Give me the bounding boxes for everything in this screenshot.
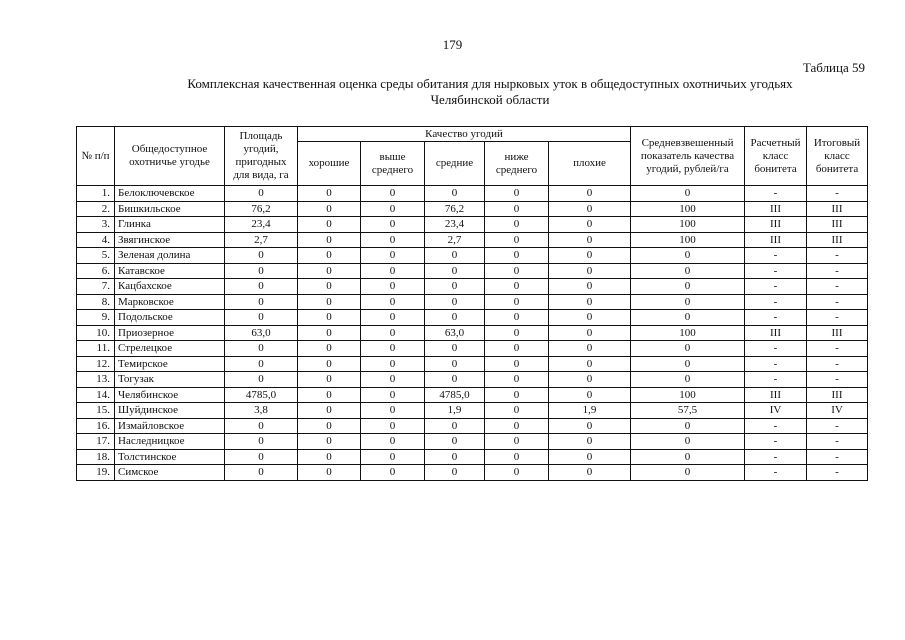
quality-above-value: 0: [361, 341, 425, 357]
quality-good-value: 0: [298, 403, 361, 419]
table-row: [77, 325, 868, 341]
hunting-ground-name: Кацбахское: [115, 279, 225, 295]
table-row: [77, 449, 868, 465]
quality-good-value: 0: [298, 356, 361, 372]
header-name: Общедоступное охотничье угодье: [115, 127, 225, 186]
quality-assessment-table: [76, 126, 868, 481]
quality-mid-value: 2,7: [425, 232, 485, 248]
quality-good-value: 0: [298, 325, 361, 341]
calc-class-value: III: [745, 217, 807, 233]
quality-mid-value: 0: [425, 294, 485, 310]
calc-class-value: -: [745, 449, 807, 465]
quality-below-value: 0: [485, 418, 549, 434]
quality-good-value: 0: [298, 279, 361, 295]
hunting-ground-name: Стрелецкое: [115, 341, 225, 357]
calc-class-value: -: [745, 418, 807, 434]
table-label: Таблица 59: [802, 60, 865, 75]
weighted-index-value: 0: [631, 356, 745, 372]
weighted-index-value: 100: [631, 232, 745, 248]
weighted-index-value: 0: [631, 279, 745, 295]
quality-above-value: 0: [361, 201, 425, 217]
final-class-value: -: [807, 341, 868, 357]
final-class-value: -: [807, 263, 868, 279]
final-class-value: III: [807, 201, 868, 217]
row-number: 16.: [77, 418, 115, 434]
quality-good-value: 0: [298, 418, 361, 434]
quality-below-value: 0: [485, 294, 549, 310]
row-number: 4.: [77, 232, 115, 248]
area-value: 0: [225, 434, 298, 450]
quality-good-value: 0: [298, 372, 361, 388]
quality-below-value: 0: [485, 279, 549, 295]
weighted-index-value: 57,5: [631, 403, 745, 419]
quality-below-value: 0: [485, 387, 549, 403]
quality-above-value: 0: [361, 294, 425, 310]
quality-below-value: 0: [485, 434, 549, 450]
table-body: [77, 186, 868, 481]
area-value: 0: [225, 279, 298, 295]
quality-mid-value: 76,2: [425, 201, 485, 217]
header-quality-good: хорошие: [298, 142, 361, 186]
row-number: 17.: [77, 434, 115, 450]
header-num: № п/п: [77, 127, 115, 186]
weighted-index-value: 0: [631, 263, 745, 279]
quality-above-value: 0: [361, 465, 425, 481]
calc-class-value: -: [745, 186, 807, 202]
quality-mid-value: 0: [425, 449, 485, 465]
area-value: 4785,0: [225, 387, 298, 403]
hunting-ground-name: Шуйдинское: [115, 403, 225, 419]
table-row: [77, 403, 868, 419]
hunting-ground-name: Зеленая долина: [115, 248, 225, 264]
hunting-ground-name: Челябинское: [115, 387, 225, 403]
quality-above-value: 0: [361, 434, 425, 450]
quality-bad-value: 0: [549, 217, 631, 233]
weighted-index-value: 0: [631, 248, 745, 264]
table-row: [77, 434, 868, 450]
quality-good-value: 0: [298, 263, 361, 279]
quality-bad-value: 0: [549, 372, 631, 388]
area-value: 63,0: [225, 325, 298, 341]
header-quality-below: ниже среднего: [485, 142, 549, 186]
quality-below-value: 0: [485, 186, 549, 202]
final-class-value: -: [807, 356, 868, 372]
final-class-value: -: [807, 248, 868, 264]
area-value: 23,4: [225, 217, 298, 233]
row-number: 13.: [77, 372, 115, 388]
hunting-ground-name: Глинка: [115, 217, 225, 233]
row-number: 14.: [77, 387, 115, 403]
quality-good-value: 0: [298, 217, 361, 233]
quality-bad-value: 0: [549, 294, 631, 310]
quality-above-value: 0: [361, 325, 425, 341]
area-value: 3,8: [225, 403, 298, 419]
calc-class-value: -: [745, 372, 807, 388]
hunting-ground-name: Катавское: [115, 263, 225, 279]
area-value: 0: [225, 310, 298, 326]
calc-class-value: III: [745, 201, 807, 217]
row-number: 1.: [77, 186, 115, 202]
quality-above-value: 0: [361, 279, 425, 295]
table-row: [77, 217, 868, 233]
header-quality-bad: плохие: [549, 142, 631, 186]
calc-class-value: -: [745, 465, 807, 481]
weighted-index-value: 0: [631, 465, 745, 481]
calc-class-value: III: [745, 325, 807, 341]
header-weighted: Средневзвешенный показатель качества угодий, рублей/га: [631, 127, 745, 186]
calc-class-value: -: [745, 263, 807, 279]
final-class-value: -: [807, 372, 868, 388]
row-number: 2.: [77, 201, 115, 217]
table-row: [77, 248, 868, 264]
quality-mid-value: 63,0: [425, 325, 485, 341]
area-value: 0: [225, 465, 298, 481]
table-row: [77, 418, 868, 434]
area-value: 76,2: [225, 201, 298, 217]
calc-class-value: -: [745, 248, 807, 264]
weighted-index-value: 0: [631, 294, 745, 310]
quality-good-value: 0: [298, 248, 361, 264]
quality-below-value: 0: [485, 465, 549, 481]
final-class-value: -: [807, 279, 868, 295]
weighted-index-value: 100: [631, 325, 745, 341]
row-number: 6.: [77, 263, 115, 279]
table-row: [77, 232, 868, 248]
area-value: 2,7: [225, 232, 298, 248]
quality-good-value: 0: [298, 232, 361, 248]
final-class-value: -: [807, 310, 868, 326]
hunting-ground-name: Белоключевское: [115, 186, 225, 202]
table-row: [77, 263, 868, 279]
quality-below-value: 0: [485, 201, 549, 217]
weighted-index-value: 100: [631, 217, 745, 233]
calc-class-value: III: [745, 232, 807, 248]
hunting-ground-name: Бишкильское: [115, 201, 225, 217]
row-number: 15.: [77, 403, 115, 419]
document-title: [70, 76, 905, 108]
calc-class-value: -: [745, 434, 807, 450]
quality-good-value: 0: [298, 310, 361, 326]
quality-above-value: 0: [361, 403, 425, 419]
hunting-ground-name: Марковское: [115, 294, 225, 310]
table-row: [77, 387, 868, 403]
row-number: 7.: [77, 279, 115, 295]
quality-good-value: 0: [298, 186, 361, 202]
quality-above-value: 0: [361, 186, 425, 202]
table-row: [77, 341, 868, 357]
quality-below-value: 0: [485, 356, 549, 372]
quality-below-value: 0: [485, 263, 549, 279]
quality-mid-value: 0: [425, 310, 485, 326]
quality-above-value: 0: [361, 418, 425, 434]
table-row: [77, 356, 868, 372]
quality-good-value: 0: [298, 449, 361, 465]
quality-bad-value: 0: [549, 449, 631, 465]
quality-bad-value: 0: [549, 263, 631, 279]
quality-bad-value: 0: [549, 310, 631, 326]
row-number: 12.: [77, 356, 115, 372]
quality-bad-value: 0: [549, 465, 631, 481]
row-number: 10.: [77, 325, 115, 341]
row-number: 11.: [77, 341, 115, 357]
quality-bad-value: 0: [549, 201, 631, 217]
quality-bad-value: 1,9: [549, 403, 631, 419]
hunting-ground-name: Звягинское: [115, 232, 225, 248]
quality-good-value: 0: [298, 387, 361, 403]
hunting-ground-name: Толстинское: [115, 449, 225, 465]
hunting-ground-name: Наследницкое: [115, 434, 225, 450]
final-class-value: IV: [807, 403, 868, 419]
quality-mid-value: 0: [425, 356, 485, 372]
calc-class-value: -: [745, 341, 807, 357]
quality-good-value: 0: [298, 465, 361, 481]
quality-above-value: 0: [361, 217, 425, 233]
hunting-ground-name: Подольское: [115, 310, 225, 326]
final-class-value: III: [807, 387, 868, 403]
quality-mid-value: 0: [425, 372, 485, 388]
quality-good-value: 0: [298, 341, 361, 357]
header-area: Площадь угодий, пригодных для вида, га: [225, 127, 298, 186]
area-value: 0: [225, 263, 298, 279]
row-number: 5.: [77, 248, 115, 264]
row-number: 19.: [77, 465, 115, 481]
quality-mid-value: 0: [425, 434, 485, 450]
weighted-index-value: 0: [631, 449, 745, 465]
quality-above-value: 0: [361, 248, 425, 264]
quality-above-value: 0: [361, 263, 425, 279]
quality-below-value: 0: [485, 217, 549, 233]
final-class-value: -: [807, 418, 868, 434]
quality-bad-value: 0: [549, 341, 631, 357]
quality-mid-value: 0: [425, 263, 485, 279]
weighted-index-value: 0: [631, 372, 745, 388]
quality-mid-value: 0: [425, 186, 485, 202]
calc-class-value: -: [745, 294, 807, 310]
weighted-index-value: 0: [631, 418, 745, 434]
table-row: [77, 465, 868, 481]
quality-above-value: 0: [361, 356, 425, 372]
quality-mid-value: 4785,0: [425, 387, 485, 403]
title-line-1: Комплексная качественная оценка среды обитания для нырковых уток в общедоступных охотничьих угодьях: [187, 76, 793, 91]
table-row: [77, 310, 868, 326]
calc-class-value: -: [745, 356, 807, 372]
quality-mid-value: 0: [425, 465, 485, 481]
quality-bad-value: 0: [549, 418, 631, 434]
final-class-value: -: [807, 186, 868, 202]
header-final-class: Итоговый класс бонитета: [807, 127, 868, 186]
area-value: 0: [225, 418, 298, 434]
final-class-value: III: [807, 232, 868, 248]
final-class-value: -: [807, 465, 868, 481]
row-number: 9.: [77, 310, 115, 326]
area-value: 0: [225, 248, 298, 264]
quality-bad-value: 0: [549, 232, 631, 248]
quality-mid-value: 0: [425, 341, 485, 357]
quality-above-value: 0: [361, 232, 425, 248]
page-number: 179: [442, 37, 463, 52]
weighted-index-value: 100: [631, 201, 745, 217]
quality-bad-value: 0: [549, 186, 631, 202]
calc-class-value: -: [745, 279, 807, 295]
quality-good-value: 0: [298, 434, 361, 450]
header-quality-above: выше среднего: [361, 142, 425, 186]
row-number: 3.: [77, 217, 115, 233]
quality-below-value: 0: [485, 372, 549, 388]
calc-class-value: III: [745, 387, 807, 403]
weighted-index-value: 100: [631, 387, 745, 403]
row-number: 18.: [77, 449, 115, 465]
table-row: [77, 201, 868, 217]
quality-bad-value: 0: [549, 325, 631, 341]
weighted-index-value: 0: [631, 341, 745, 357]
final-class-value: -: [807, 294, 868, 310]
area-value: 0: [225, 356, 298, 372]
area-value: 0: [225, 341, 298, 357]
header-quality: Качество угодий: [298, 127, 631, 142]
quality-bad-value: 0: [549, 356, 631, 372]
header-calc-class: Расчетный класс бонитета: [745, 127, 807, 186]
hunting-ground-name: Тогузак: [115, 372, 225, 388]
table-row: [77, 294, 868, 310]
table-row: [77, 279, 868, 295]
quality-bad-value: 0: [549, 387, 631, 403]
quality-mid-value: 0: [425, 279, 485, 295]
quality-below-value: 0: [485, 341, 549, 357]
area-value: 0: [225, 186, 298, 202]
quality-below-value: 0: [485, 232, 549, 248]
weighted-index-value: 0: [631, 310, 745, 326]
quality-above-value: 0: [361, 387, 425, 403]
quality-mid-value: 1,9: [425, 403, 485, 419]
calc-class-value: IV: [745, 403, 807, 419]
hunting-ground-name: Симское: [115, 465, 225, 481]
final-class-value: -: [807, 434, 868, 450]
area-value: 0: [225, 449, 298, 465]
quality-below-value: 0: [485, 403, 549, 419]
quality-above-value: 0: [361, 310, 425, 326]
final-class-value: -: [807, 449, 868, 465]
quality-mid-value: 0: [425, 248, 485, 264]
quality-good-value: 0: [298, 294, 361, 310]
quality-above-value: 0: [361, 372, 425, 388]
area-value: 0: [225, 294, 298, 310]
quality-bad-value: 0: [549, 279, 631, 295]
quality-below-value: 0: [485, 449, 549, 465]
table-row: [77, 186, 868, 202]
weighted-index-value: 0: [631, 186, 745, 202]
weighted-index-value: 0: [631, 434, 745, 450]
quality-mid-value: 23,4: [425, 217, 485, 233]
header-quality-mid: средние: [425, 142, 485, 186]
quality-below-value: 0: [485, 310, 549, 326]
quality-below-value: 0: [485, 248, 549, 264]
quality-bad-value: 0: [549, 434, 631, 450]
row-number: 8.: [77, 294, 115, 310]
quality-above-value: 0: [361, 449, 425, 465]
hunting-ground-name: Темирское: [115, 356, 225, 372]
area-value: 0: [225, 372, 298, 388]
hunting-ground-name: Приозерное: [115, 325, 225, 341]
table-row: [77, 372, 868, 388]
quality-good-value: 0: [298, 201, 361, 217]
final-class-value: III: [807, 325, 868, 341]
calc-class-value: -: [745, 310, 807, 326]
final-class-value: III: [807, 217, 868, 233]
quality-bad-value: 0: [549, 248, 631, 264]
title-line-2: Челябинской области: [430, 92, 550, 107]
hunting-ground-name: Измайловское: [115, 418, 225, 434]
quality-below-value: 0: [485, 325, 549, 341]
quality-mid-value: 0: [425, 418, 485, 434]
